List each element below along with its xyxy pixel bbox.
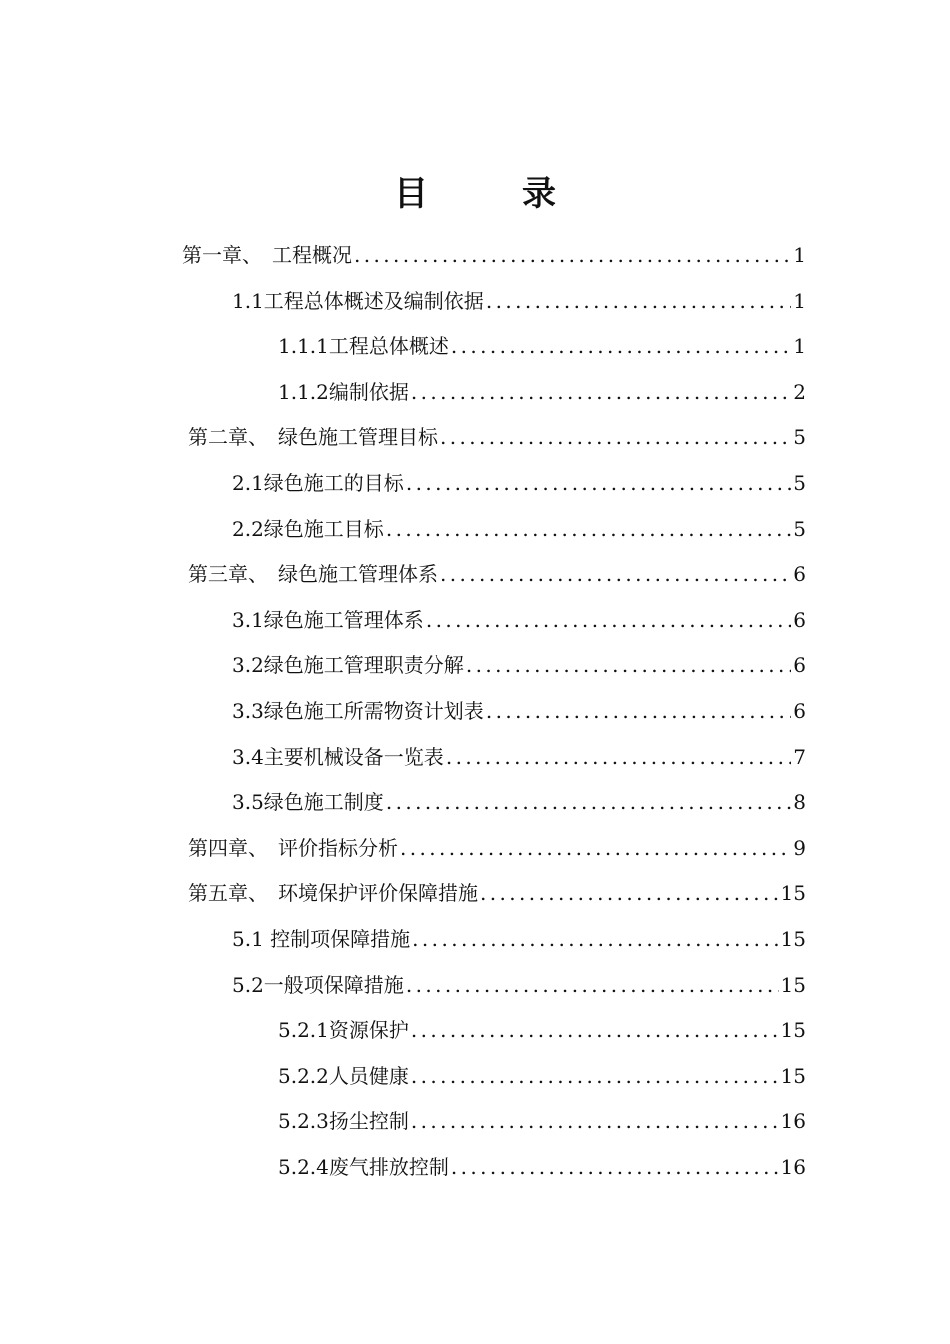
- toc-entry[interactable]: [232, 650, 806, 680]
- toc-entry[interactable]: [188, 422, 806, 452]
- toc-dot-leader: [440, 559, 791, 589]
- toc-entry[interactable]: [188, 833, 806, 863]
- toc-entry-label: 1.1.1工程总体概述: [278, 334, 449, 358]
- toc-entry[interactable]: [232, 468, 806, 498]
- toc-entry-page: 5: [793, 471, 806, 495]
- toc-entry-page: 6: [793, 608, 806, 632]
- toc-entry-page: 15: [780, 927, 806, 951]
- toc-entry[interactable]: [232, 970, 806, 1000]
- toc-entry-page: 15: [780, 973, 806, 997]
- toc-entry-page: 1: [793, 334, 806, 358]
- toc-entry-label: 2.1绿色施工的目标: [232, 471, 404, 495]
- toc-dot-leader: [451, 331, 791, 361]
- toc-entry-page: 15: [780, 1018, 806, 1042]
- toc-entry-label: 5.2.1资源保护: [278, 1018, 409, 1042]
- toc-dot-leader: [440, 422, 791, 452]
- toc-entry-label: 5.1 控制项保障措施: [232, 927, 411, 951]
- toc-entry-page: 9: [793, 836, 806, 860]
- toc-entry[interactable]: [232, 514, 806, 544]
- toc-entry-page: 15: [780, 881, 806, 905]
- toc-entry-label: 5.2.4废气排放控制: [278, 1155, 449, 1179]
- toc-entry-label: 3.1绿色施工管理体系: [232, 608, 424, 632]
- toc-dot-leader: [426, 605, 791, 635]
- toc-entry-label: 5.2.2人员健康: [278, 1064, 409, 1088]
- toc-dot-leader: [411, 1106, 779, 1136]
- toc-dot-leader: [411, 1061, 779, 1091]
- toc-entry-page: 16: [780, 1109, 806, 1133]
- toc-entry-label: 1.1工程总体概述及编制依据: [232, 289, 484, 313]
- toc-entry-page: 1: [793, 289, 806, 313]
- toc-entry[interactable]: [278, 331, 806, 361]
- toc-entry-page: 1: [793, 243, 806, 267]
- toc-dot-leader: [486, 696, 791, 726]
- toc-entry[interactable]: [188, 559, 806, 589]
- toc-entry[interactable]: [232, 742, 806, 772]
- toc-entry-label: 第四章、 评价指标分析: [188, 836, 398, 860]
- toc-entry-label: 3.2绿色施工管理职责分解: [232, 653, 464, 677]
- toc-dot-leader: [406, 468, 791, 498]
- toc-entry-label: 3.5绿色施工制度: [232, 790, 384, 814]
- toc-dot-leader: [411, 377, 791, 407]
- toc-entry-page: 5: [793, 517, 806, 541]
- toc-entry-label: 1.1.2编制依据: [278, 380, 409, 404]
- toc-entry-label: 第五章、 环境保护评价保障措施: [188, 881, 478, 905]
- toc-title: 目 录: [394, 174, 586, 214]
- toc-entry[interactable]: [278, 377, 806, 407]
- toc-entry-page: 7: [793, 745, 806, 769]
- toc-entry-page: 15: [780, 1064, 806, 1088]
- toc-dot-leader: [406, 970, 779, 1000]
- toc-dot-leader: [480, 878, 779, 908]
- toc-dot-leader: [400, 833, 791, 863]
- toc-entry-label: 3.4主要机械设备一览表: [232, 745, 444, 769]
- toc-entry[interactable]: [232, 787, 806, 817]
- toc-entry-label: 2.2绿色施工目标: [232, 517, 384, 541]
- toc-entry-label: 第二章、 绿色施工管理目标: [188, 425, 438, 449]
- toc-entry[interactable]: [182, 240, 806, 270]
- toc-entry[interactable]: [278, 1015, 806, 1045]
- toc-dot-leader: [466, 650, 791, 680]
- toc-entry[interactable]: [278, 1106, 806, 1136]
- toc-entry-label: 5.2一般项保障措施: [232, 973, 404, 997]
- toc-entry-page: 6: [793, 699, 806, 723]
- toc-dot-leader: [386, 514, 791, 544]
- toc-entry-page: 5: [793, 425, 806, 449]
- toc-entry-page: 6: [793, 653, 806, 677]
- toc-entry-label: 第三章、 绿色施工管理体系: [188, 562, 438, 586]
- toc-entry-label: 5.2.3扬尘控制: [278, 1109, 409, 1133]
- toc-dot-leader: [451, 1152, 779, 1182]
- toc-entry[interactable]: [232, 696, 806, 726]
- toc-dot-leader: [412, 924, 778, 954]
- toc-entry-label: 第一章、 工程概况: [182, 243, 352, 267]
- toc-entry-page: 6: [793, 562, 806, 586]
- toc-entry-page: 2: [793, 380, 806, 404]
- toc-entry-label: 3.3绿色施工所需物资计划表: [232, 699, 484, 723]
- toc-entry[interactable]: [232, 924, 806, 954]
- toc-entry[interactable]: [278, 1061, 806, 1091]
- toc-entry[interactable]: [232, 605, 806, 635]
- toc-dot-leader: [486, 286, 791, 316]
- toc-entry[interactable]: [278, 1152, 806, 1182]
- toc-dot-leader: [386, 787, 791, 817]
- toc-entry-page: 16: [780, 1155, 806, 1179]
- toc-dot-leader: [446, 742, 791, 772]
- toc-dot-leader: [354, 240, 791, 270]
- toc-dot-leader: [411, 1015, 779, 1045]
- toc-entry-page: 8: [793, 790, 806, 814]
- toc-entry[interactable]: [232, 286, 806, 316]
- toc-entry[interactable]: [188, 878, 806, 908]
